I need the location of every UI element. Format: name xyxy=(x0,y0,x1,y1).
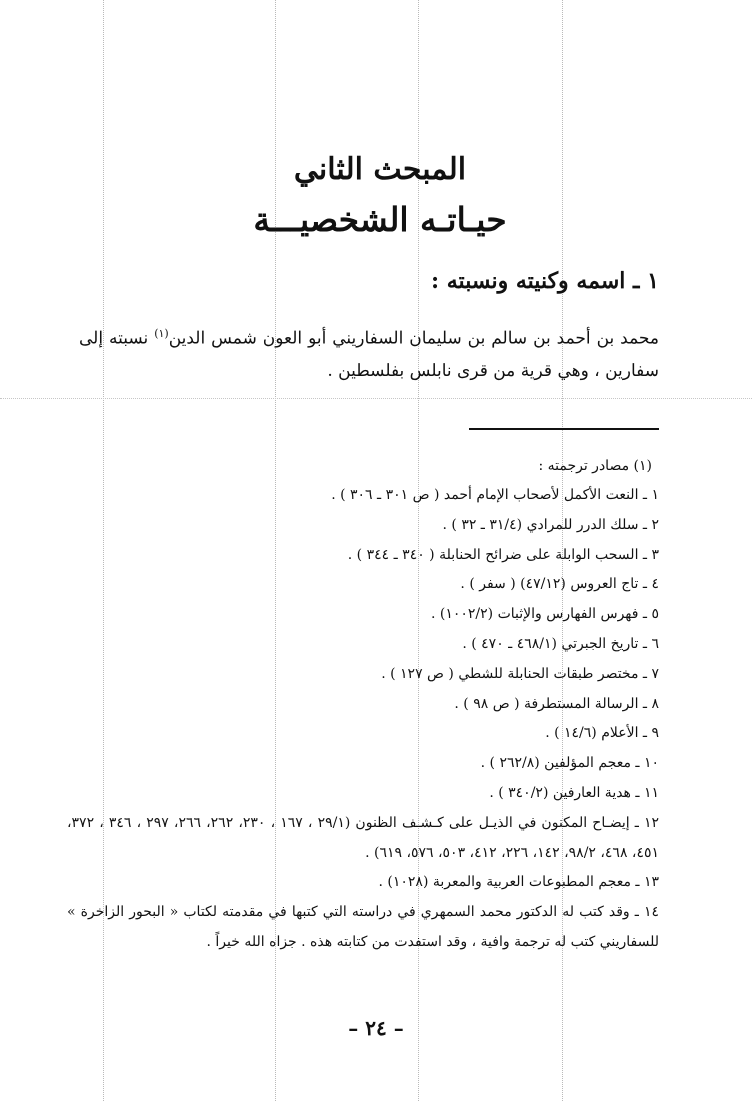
footnote-item: ٤ ـ تاج العروس (٤٧/١٢) ( سفر ) . xyxy=(460,576,659,593)
paragraph-text: محمد بن أحمد بن سالم بن سليمان السفاريني أبو العون شمس الدين xyxy=(168,328,659,349)
footnote-header: (١) مصادر ترجمته : xyxy=(538,458,652,474)
footnote-separator xyxy=(469,428,659,430)
footnote-item: ٧ ـ مختصر طبقات الحنابلة للشطي ( ص ١٢٧ ) . xyxy=(381,665,659,682)
footnote-marker[interactable]: (١) xyxy=(154,327,169,340)
footnote-item: ١ ـ النعت الأكمل لأصحاب الإمام أحمد ( ص ٣٠١ ـ ٣٠٦ ) . xyxy=(331,487,659,503)
footnote-item: ٨ ـ الرسالة المستطرفة ( ص ٩٨ ) . xyxy=(454,695,659,712)
page-number: – ٢٤ – xyxy=(348,1016,404,1040)
chapter-title: المبحث الثاني xyxy=(293,152,467,187)
section-heading: ١ ـ اسمه وكنيته ونسبته : xyxy=(430,268,659,294)
footnote-item: ١٢ ـ إيضـاح المكنون في الذيـل على كـشـف الظنون (٢٩/١ ، ١٦٧ ، ٢٣٠، ٢٦٢، ٢٦٦، ٢٩٧ ، ٣٤٦ ، ٣٧٢، ٤٥١، ٤٦٨، ٩٨/٢، ١٤٢، ٢٢٦، ٤١٢، ٥٠٣، ٥٧٦، ٦١٩) . xyxy=(67,814,660,861)
chapter-subtitle: حيـاتـه الشخصيـــة xyxy=(253,200,507,239)
footnote-item: ٢ ـ سلك الدرر للمرادي (٣١/٤ ـ ٣٢ ) . xyxy=(442,516,659,533)
footnote-item: ٦ ـ تاريخ الجبرتي (٤٦٨/١ ـ ٤٧٠ ) . xyxy=(462,635,659,652)
main-paragraph xyxy=(79,318,659,387)
paragraph-text-continued: نسبته إلى سفارين ، وهي قرية من قرى نابلس بفلسطين . xyxy=(79,328,659,381)
footnote-item: ١٤ ـ وقد كتب له الدكتور محمد السمهري في دراسته التي كتبها في مقدمته لكتاب « البحور الزاخرة » للسفاريني كتب له ترجمة وافية ، وقد استفدت من كتابته هذه . جزاه الله خيراً . xyxy=(67,904,659,950)
footnote-item: ٥ ـ فهرس الفهارس والإثبات (١٠٠٢/٢) . xyxy=(430,606,659,623)
grid-line xyxy=(0,398,752,399)
footnote-item: ١١ ـ هدية العارفين (٣٤٠/٢ ) . xyxy=(489,784,659,801)
footnote-list xyxy=(67,481,659,958)
footnote-item: ١٣ ـ معجم المطبوعات العربية والمعربة (١٠٢٨) . xyxy=(378,874,659,891)
footnote-item: ٣ ـ السحب الوابلة على ضرائح الحنابلة ( ٣٤٠ ـ ٣٤٤ ) . xyxy=(347,546,659,563)
footnote-item: ٩ ـ الأعلام (١٤/٦ ) . xyxy=(545,725,659,742)
footnote-item: ١٠ ـ معجم المؤلفين (٢٦٢/٨ ) . xyxy=(480,755,659,772)
